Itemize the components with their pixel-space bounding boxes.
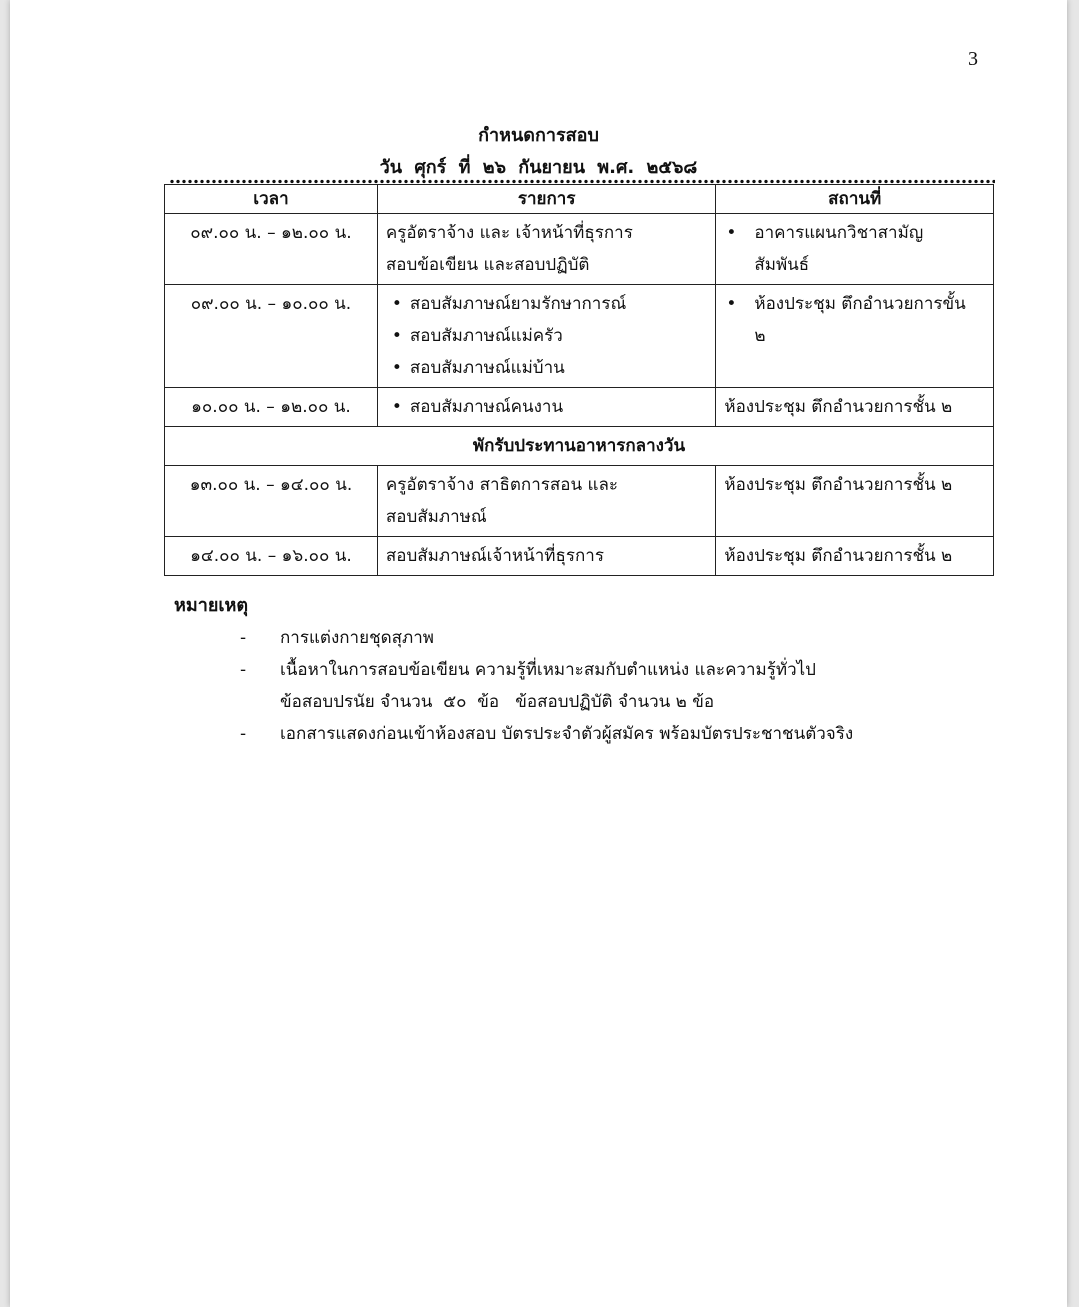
item-line: สอบข้อเขียน และสอบปฏิบัติ xyxy=(385,255,590,275)
document-page xyxy=(10,0,1067,1307)
time-cell: ๑๔.๐๐ น. – ๑๖.๐๐ น. xyxy=(165,537,378,576)
time-cell: ๐๙.๐๐ น. – ๑๒.๐๐ น. xyxy=(165,214,378,285)
item-line: • สอบสัมภาษณ์ยามรักษาการณ์ xyxy=(386,288,707,320)
dash-marker: - xyxy=(240,628,247,648)
time-cell: ๐๙.๐๐ น. – ๑๐.๐๐ น. xyxy=(165,285,378,388)
note-item xyxy=(240,718,853,750)
notes-list xyxy=(240,622,853,750)
dash-marker: - xyxy=(240,660,247,680)
item-line: • สอบสัมภาษณ์แม่บ้าน xyxy=(386,352,707,384)
item-line: • สอบสัมภาษณ์แม่ครัว xyxy=(386,320,707,352)
item-cell xyxy=(377,388,715,427)
item-cell xyxy=(377,214,715,285)
schedule-table xyxy=(164,184,994,576)
item-line: ครูอัตราจ้าง และ เจ้าหน้าที่ธุรการ xyxy=(385,223,633,243)
note-item xyxy=(240,654,853,718)
table-row xyxy=(165,427,994,466)
time-cell: ๑๓.๐๐ น. – ๑๔.๐๐ น. xyxy=(165,466,378,537)
item-cell xyxy=(377,285,715,388)
table-row xyxy=(165,285,994,388)
place-cell: ห้องประชุม ตึกอำนวยการชั้น ๒ xyxy=(716,388,994,427)
item-cell: สอบสัมภาษณ์เจ้าหน้าที่ธุรการ xyxy=(377,537,715,576)
notes-title: หมายเหตุ xyxy=(174,595,249,616)
table-header-row xyxy=(165,185,994,214)
note-text: เอกสารแสดงก่อนเข้าห้องสอบ บัตรประจำตัวผู้สมัคร พร้อมบัตรประชาชนตัวจริง xyxy=(280,724,854,744)
table-row xyxy=(165,388,994,427)
time-cell: ๑๐.๐๐ น. – ๑๒.๐๐ น. xyxy=(165,388,378,427)
dash-marker: - xyxy=(240,724,247,744)
document-subtitle: วัน ศุกร์ ที่ ๒๖ กันยายน พ.ศ. ๒๕๖๘ xyxy=(379,157,698,178)
place-cell: ห้องประชุม ตึกอำนวยการชั้น ๒ xyxy=(716,537,994,576)
document-title: กำหนดการสอบ xyxy=(478,125,599,146)
place-line: สัมพันธ์ xyxy=(754,255,810,275)
page-number: 3 xyxy=(968,48,978,70)
note-item xyxy=(240,622,853,654)
table-row xyxy=(165,214,994,285)
place-line: • ห้องประชุม ตึกอำนวยการขั้น xyxy=(724,288,985,320)
item-line: สอบสัมภาษณ์ xyxy=(385,507,487,527)
lunch-break-row: พักรับประทานอาหารกลางวัน xyxy=(165,427,994,466)
place-cell xyxy=(716,214,994,285)
place-line: • อาคารแผนกวิชาสามัญ xyxy=(724,217,985,249)
item-line: • สอบสัมภาษณ์คนงาน xyxy=(386,391,707,423)
note-text: ข้อสอบปรนัย จำนวน ๕๐ ข้อ ข้อสอบปฏิบัติ จำนวน ๒ ข้อ xyxy=(280,692,715,712)
note-text: การแต่งกายชุดสุภาพ xyxy=(280,628,434,648)
place-cell xyxy=(716,285,994,388)
place-line: ๒ xyxy=(754,326,766,346)
header-place: สถานที่ xyxy=(716,185,994,214)
table-row xyxy=(165,537,994,576)
item-line: ครูอัตราจ้าง สาธิตการสอน และ xyxy=(385,475,618,495)
item-cell xyxy=(377,466,715,537)
note-text: เนื้อหาในการสอบข้อเขียน ความรู้ที่เหมาะสมกับตำแหน่ง และความรู้ทั่วไป xyxy=(280,660,816,680)
place-cell: ห้องประชุม ตึกอำนวยการชั้น ๒ xyxy=(716,466,994,537)
header-item: รายการ xyxy=(377,185,715,214)
table-row xyxy=(165,466,994,537)
header-time: เวลา xyxy=(165,185,378,214)
